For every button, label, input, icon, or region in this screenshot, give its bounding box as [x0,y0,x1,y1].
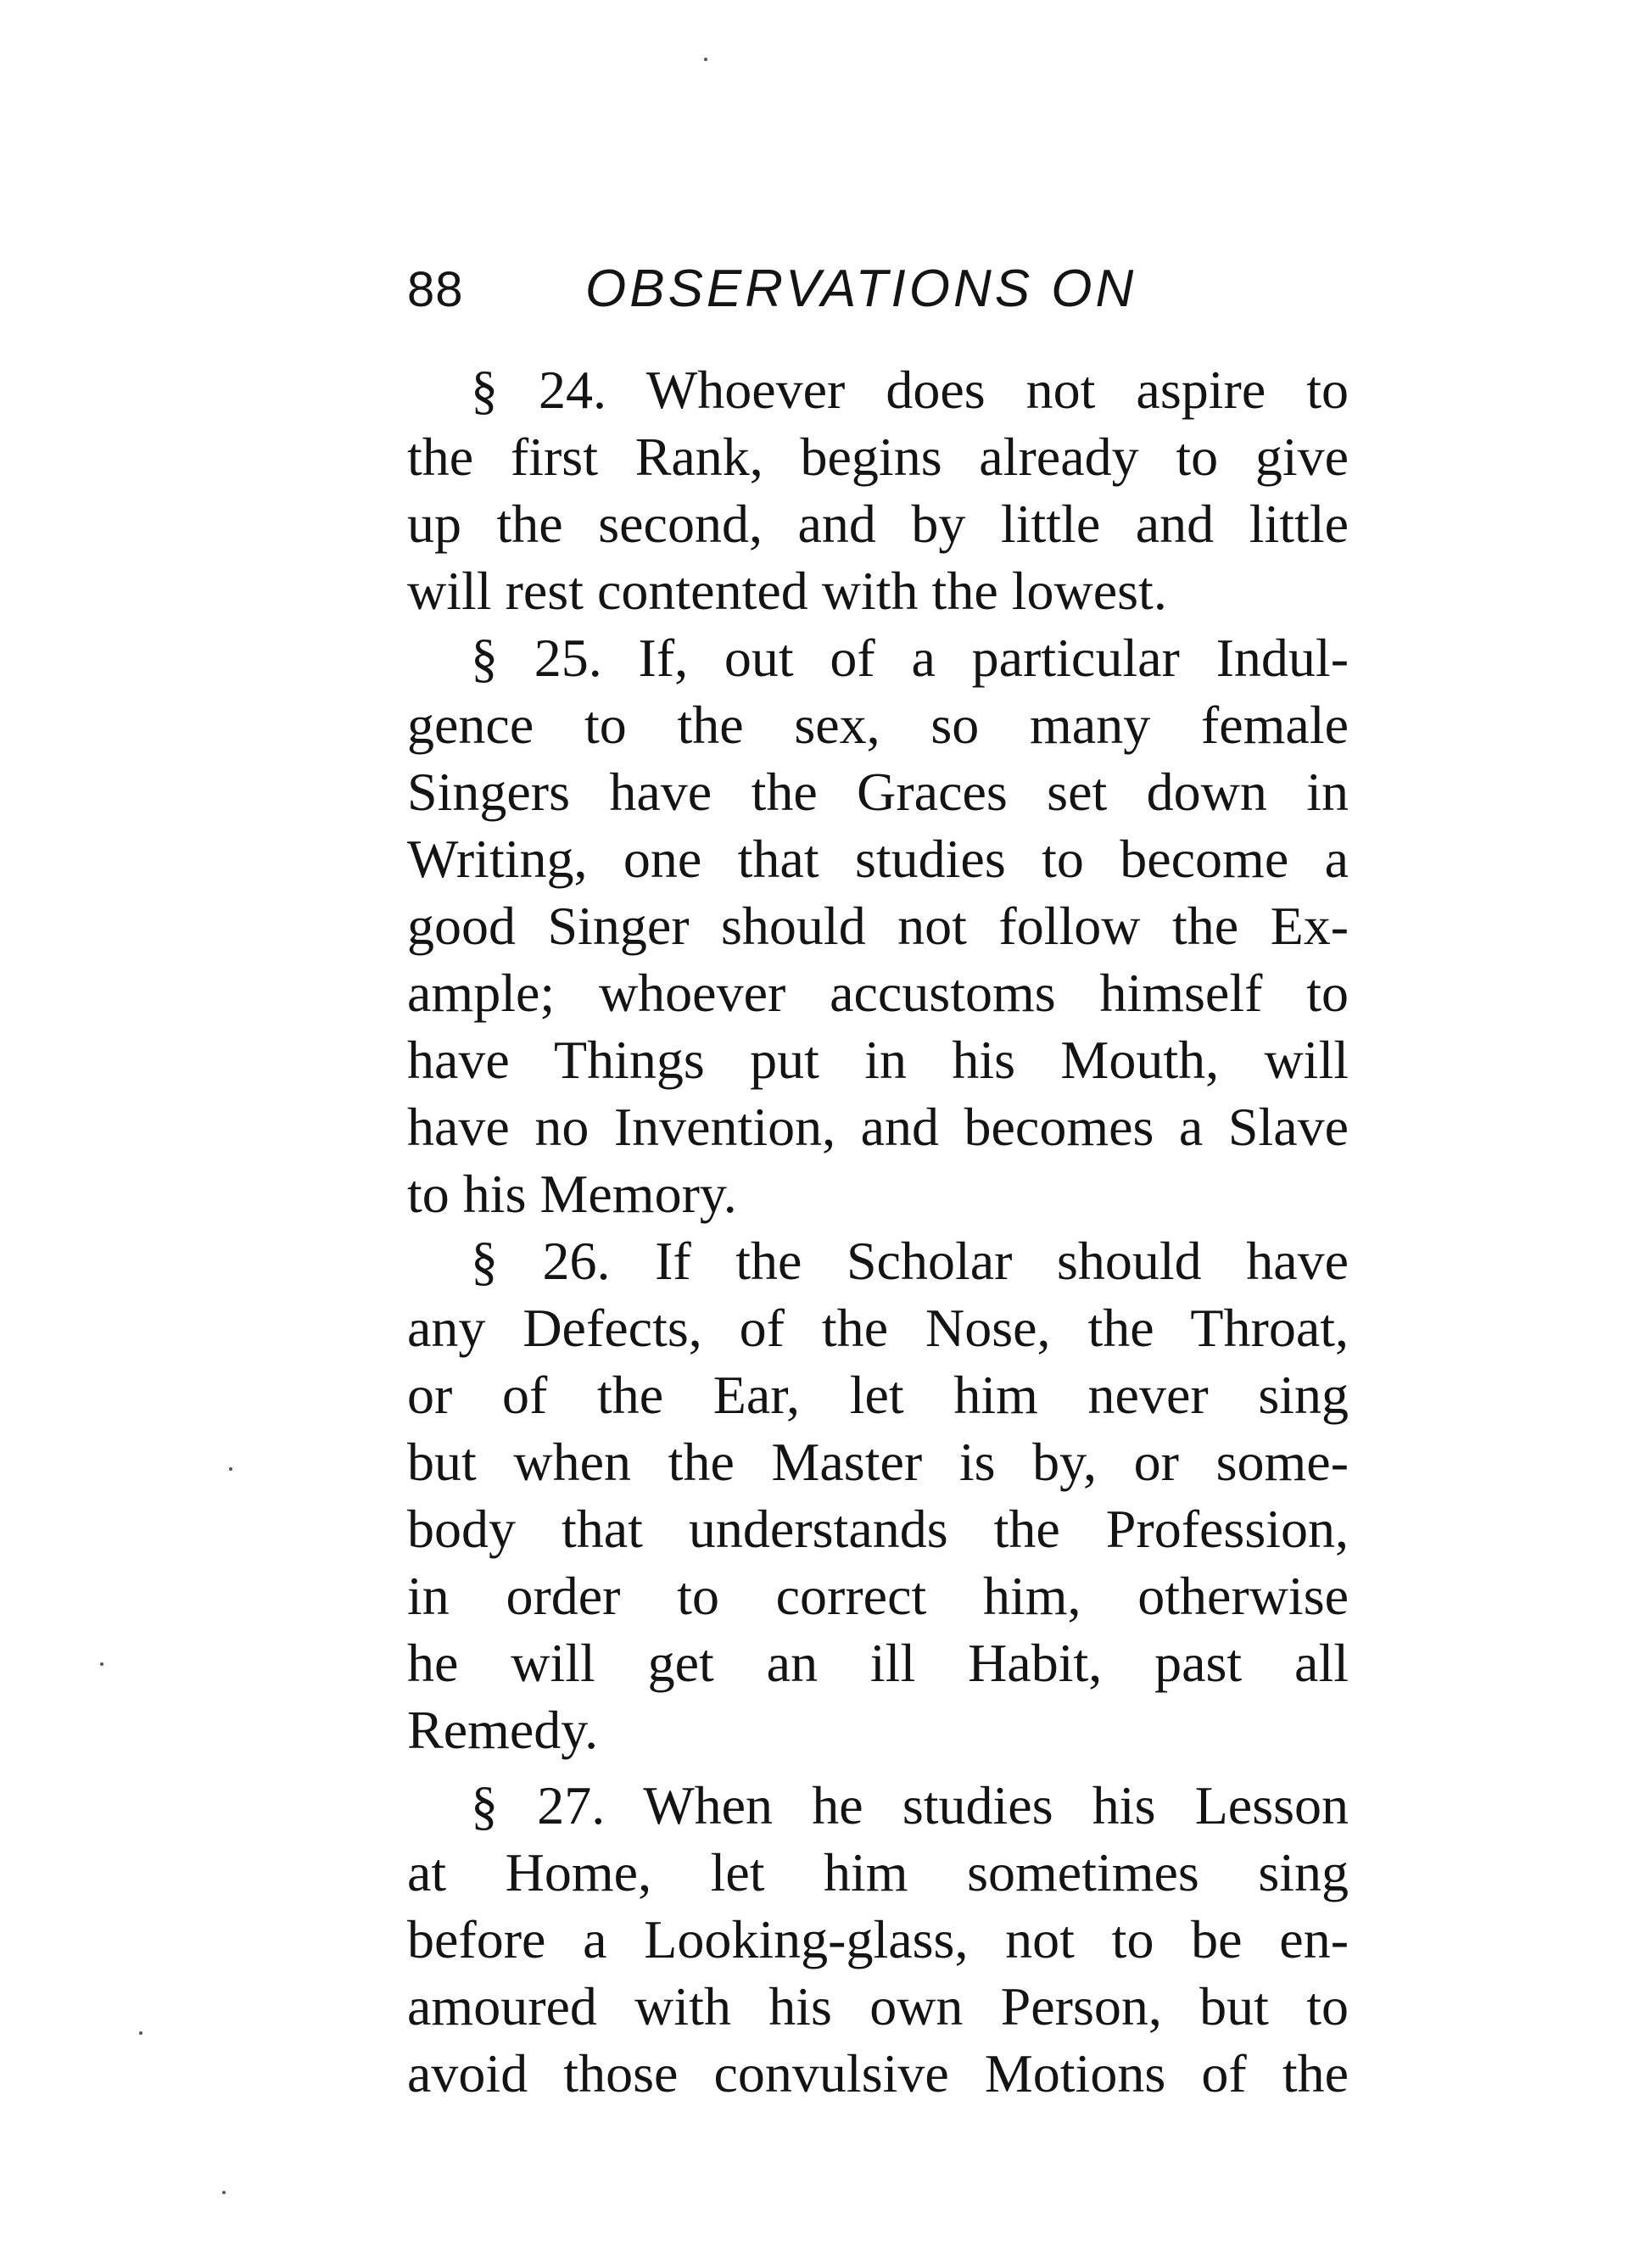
text-line: before a Looking-glass, not to be en- [407,1909,1349,1969]
text-line: § 24. Whoever does not aspire to [471,360,1349,420]
paragraph-section-26 [407,1227,1349,1763]
paragraph-section-27 [407,1772,1349,2107]
text-line: Remedy. [407,1700,599,1760]
text-line: the first Rank, begins already to give [407,427,1349,487]
page-number: 88 [407,262,464,317]
scan-speck [100,1662,103,1666]
text-line: good Singer should not follow the Ex- [407,896,1349,956]
text-line: to his Memory. [407,1164,737,1224]
text-line: or of the Ear, let him never sing [407,1365,1349,1425]
running-title: OBSERVATIONS ON [585,260,1137,318]
text-line: § 26. If the Scholar should have [471,1231,1349,1291]
text-line: Writing, one that studies to become a [407,829,1349,889]
text-line: gence to the sex, so many female [407,695,1349,755]
text-line: body that understands the Profession, [407,1499,1349,1559]
text-line: § 25. If, out of a particular Indul- [471,628,1349,688]
text-line: avoid those convulsive Motions of the [407,2043,1349,2103]
paragraph-section-24 [407,356,1349,624]
scan-speck [222,2191,226,2194]
scan-speck [139,2031,142,2035]
running-head [407,251,1357,327]
text-line: have no Invention, and becomes a Slave [407,1097,1349,1157]
text-line: up the second, and by little and little [407,494,1349,554]
scan-speck [229,1467,232,1471]
text-line: § 27. When he studies his Lesson [471,1775,1349,1835]
text-line: amoured with his own Person, but to [407,1976,1349,2036]
text-line: but when the Master is by, or some- [407,1432,1349,1492]
scan-speck [704,58,707,61]
text-line: any Defects, of the Nose, the Throat, [407,1298,1349,1358]
text-line: Singers have the Graces set down in [407,762,1349,822]
body-text [407,356,1349,2107]
text-line: in order to correct him, otherwise [407,1566,1349,1626]
text-line: ample; whoever accustoms himself to [407,963,1349,1023]
text-line: he will get an ill Habit, past all [407,1633,1349,1693]
text-line: will rest contented with the lowest. [407,561,1167,621]
text-line: have Things put in his Mouth, will [407,1030,1349,1090]
paragraph-section-25 [407,624,1349,1227]
text-line: at Home, let him sometimes sing [407,1842,1349,1902]
